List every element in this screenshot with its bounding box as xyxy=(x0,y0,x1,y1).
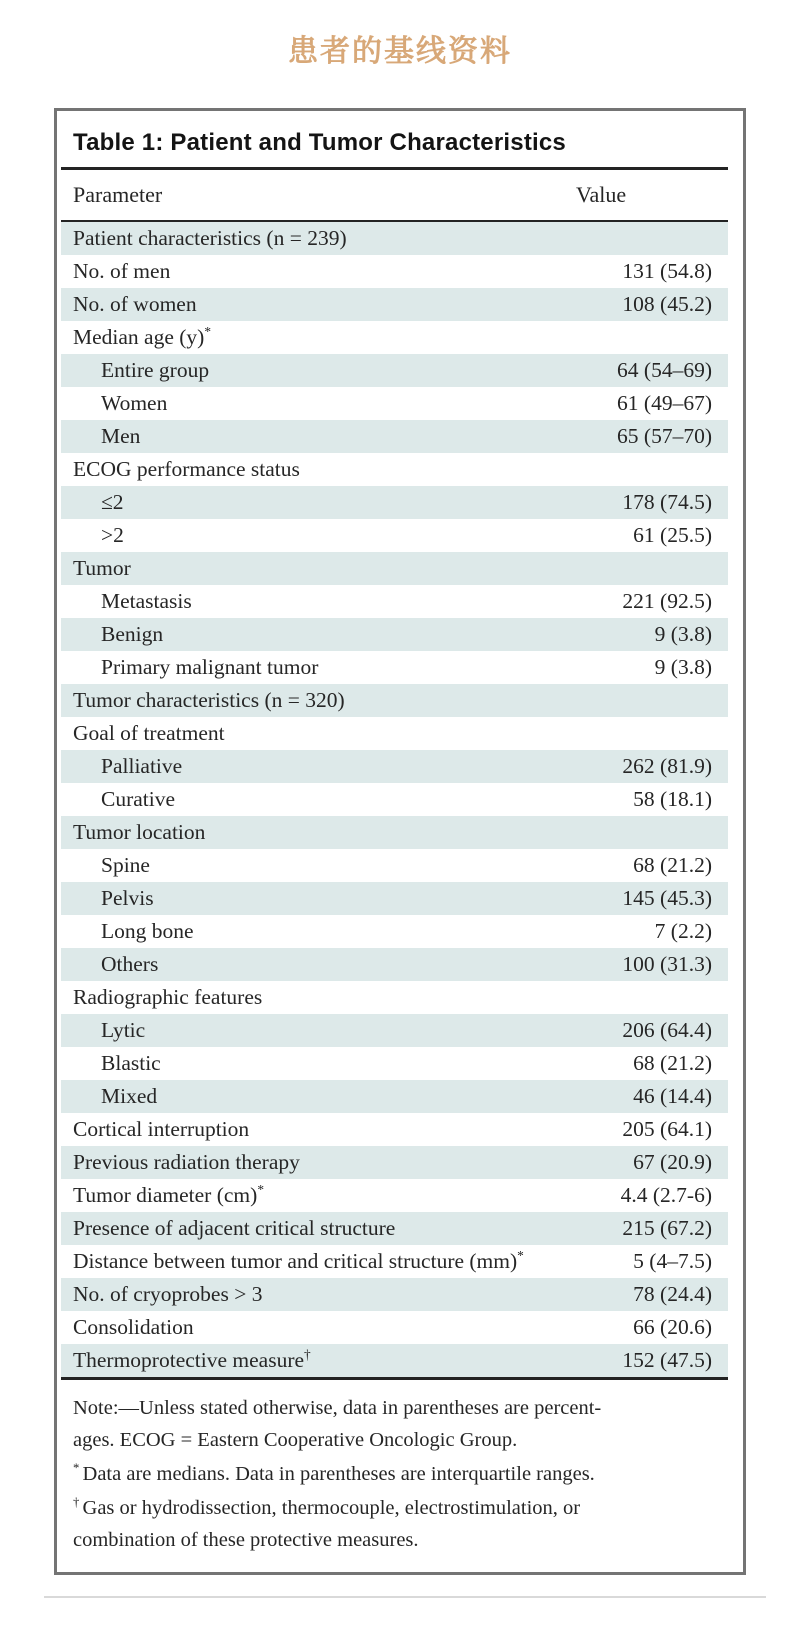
row-parameter: Radiographic features xyxy=(73,985,263,1009)
table-row xyxy=(61,882,728,915)
note-line: combination of these protective measures. xyxy=(73,1529,419,1551)
row-parameter: ECOG performance status xyxy=(73,457,300,481)
note-line: Note:—Unless stated otherwise, data in parentheses are percent- xyxy=(73,1397,602,1419)
row-value: 61 (49–67) xyxy=(617,391,712,415)
row-value: 68 (21.2) xyxy=(633,853,712,877)
table-notes xyxy=(61,1380,728,1556)
row-value: 7 (2.2) xyxy=(654,919,712,943)
row-parameter: Entire group xyxy=(101,358,210,382)
note-block xyxy=(73,1492,726,1556)
row-value: 78 (24.4) xyxy=(633,1282,712,1306)
row-parameter: Women xyxy=(101,391,168,415)
row-parameter: >2 xyxy=(101,523,124,547)
row-parameter: Thermoprotective measure† xyxy=(73,1346,311,1372)
note-line: † Gas or hydrodissection, thermocouple, electrostimulation, or xyxy=(73,1495,581,1519)
table-row xyxy=(61,1179,728,1212)
column-header-value: Value xyxy=(576,182,627,207)
table-row xyxy=(61,585,728,618)
row-value: 65 (57–70) xyxy=(617,424,712,448)
row-value: 131 (54.8) xyxy=(622,259,712,283)
row-parameter: Long bone xyxy=(101,919,194,943)
row-parameter: Tumor xyxy=(73,556,131,580)
table-row xyxy=(61,981,728,1014)
note-block xyxy=(73,1392,726,1456)
row-parameter: Spine xyxy=(101,853,150,877)
table-row xyxy=(61,222,728,255)
table-row xyxy=(61,717,728,750)
table-row xyxy=(61,849,728,882)
row-value: 100 (31.3) xyxy=(622,952,712,976)
table-row xyxy=(61,387,728,420)
row-parameter: Previous radiation therapy xyxy=(73,1150,300,1174)
row-parameter: Cortical interruption xyxy=(73,1117,250,1141)
row-value: 67 (20.9) xyxy=(633,1150,712,1174)
table-row xyxy=(61,1311,728,1344)
row-value: 145 (45.3) xyxy=(622,886,712,910)
table-row xyxy=(61,816,728,849)
page-divider-line xyxy=(44,1596,766,1598)
row-value: 221 (92.5) xyxy=(622,589,712,613)
footnote-marker: * xyxy=(73,1461,83,1476)
row-parameter: Men xyxy=(101,424,141,448)
table-row xyxy=(61,684,728,717)
row-value: 108 (45.2) xyxy=(622,292,712,316)
row-parameter: Primary malignant tumor xyxy=(101,655,319,679)
row-value: 5 (4–7.5) xyxy=(633,1249,712,1273)
row-parameter: Tumor diameter (cm)* xyxy=(73,1181,264,1207)
row-value: 68 (21.2) xyxy=(633,1051,712,1075)
footnote-marker: * xyxy=(204,323,212,339)
table-row xyxy=(61,1278,728,1311)
table-row xyxy=(61,618,728,651)
column-header-parameter: Parameter xyxy=(73,182,163,207)
row-value: 4.4 (2.7-6) xyxy=(620,1183,712,1207)
row-parameter: No. of cryoprobes > 3 xyxy=(73,1282,263,1306)
table-row xyxy=(61,486,728,519)
row-parameter: Mixed xyxy=(101,1084,158,1108)
table-card xyxy=(54,108,746,1575)
row-parameter: Pelvis xyxy=(101,886,154,910)
row-parameter: Tumor location xyxy=(73,820,206,844)
row-parameter: Distance between tumor and critical structure (mm)* xyxy=(73,1247,524,1273)
note-line: ages. ECOG = Eastern Cooperative Oncologic Group. xyxy=(73,1429,518,1451)
row-parameter: Palliative xyxy=(101,754,183,778)
row-value: 152 (47.5) xyxy=(622,1348,712,1372)
row-parameter: Lytic xyxy=(101,1018,146,1042)
row-parameter: Metastasis xyxy=(101,589,192,613)
table-row xyxy=(61,519,728,552)
row-parameter: Median age (y)* xyxy=(73,323,212,349)
table-row xyxy=(61,420,728,453)
table-row xyxy=(61,288,728,321)
row-value: 178 (74.5) xyxy=(622,490,712,514)
footnote-marker: † xyxy=(73,1495,83,1510)
row-parameter: Consolidation xyxy=(73,1315,194,1339)
table-row xyxy=(61,1146,728,1179)
table-body xyxy=(61,222,728,1377)
row-value: 206 (64.4) xyxy=(622,1018,712,1042)
row-parameter: Others xyxy=(101,952,159,976)
note-block xyxy=(73,1458,726,1490)
row-parameter: Goal of treatment xyxy=(73,721,225,745)
table-row xyxy=(61,1047,728,1080)
row-value: 205 (64.1) xyxy=(622,1117,712,1141)
table-row xyxy=(61,1344,728,1377)
row-parameter: ≤2 xyxy=(101,490,124,514)
table-row xyxy=(61,750,728,783)
table-row xyxy=(61,321,728,354)
table-row xyxy=(61,1080,728,1113)
table-title: Table 1: Patient and Tumor Characteristics xyxy=(73,129,566,156)
row-value: 262 (81.9) xyxy=(622,754,712,778)
row-parameter: Benign xyxy=(101,622,164,646)
row-parameter: Presence of adjacent critical structure xyxy=(73,1216,396,1240)
row-parameter: No. of men xyxy=(73,259,171,283)
footnote-marker: † xyxy=(304,1346,311,1362)
table-row xyxy=(61,1245,728,1278)
table-row xyxy=(61,255,728,288)
table-row xyxy=(61,1014,728,1047)
page-title: 患者的基线资料 xyxy=(288,35,512,68)
row-value: 215 (67.2) xyxy=(622,1216,712,1240)
row-parameter: Blastic xyxy=(101,1051,161,1075)
row-parameter: No. of women xyxy=(73,292,197,316)
row-parameter: Patient characteristics (n = 239) xyxy=(73,226,347,250)
row-parameter: Curative xyxy=(101,787,176,811)
table-row xyxy=(61,552,728,585)
note-line: * Data are medians. Data in parentheses are interquartile ranges. xyxy=(73,1461,595,1485)
table-row xyxy=(61,354,728,387)
column-header-row xyxy=(61,170,728,220)
row-value: 58 (18.1) xyxy=(633,787,712,811)
row-value: 46 (14.4) xyxy=(633,1084,712,1108)
row-value: 64 (54–69) xyxy=(617,358,712,382)
footnote-marker: * xyxy=(257,1181,264,1197)
row-parameter: Tumor characteristics (n = 320) xyxy=(73,688,345,712)
table-row xyxy=(61,651,728,684)
row-value: 9 (3.8) xyxy=(654,655,712,679)
row-value: 61 (25.5) xyxy=(633,523,712,547)
row-value: 9 (3.8) xyxy=(654,622,712,646)
table-row xyxy=(61,915,728,948)
table-row xyxy=(61,783,728,816)
table-row xyxy=(61,453,728,486)
row-value: 66 (20.6) xyxy=(633,1315,712,1339)
footnote-marker: * xyxy=(517,1247,524,1263)
table-row xyxy=(61,1212,728,1245)
table-row xyxy=(61,948,728,981)
table-row xyxy=(61,1113,728,1146)
